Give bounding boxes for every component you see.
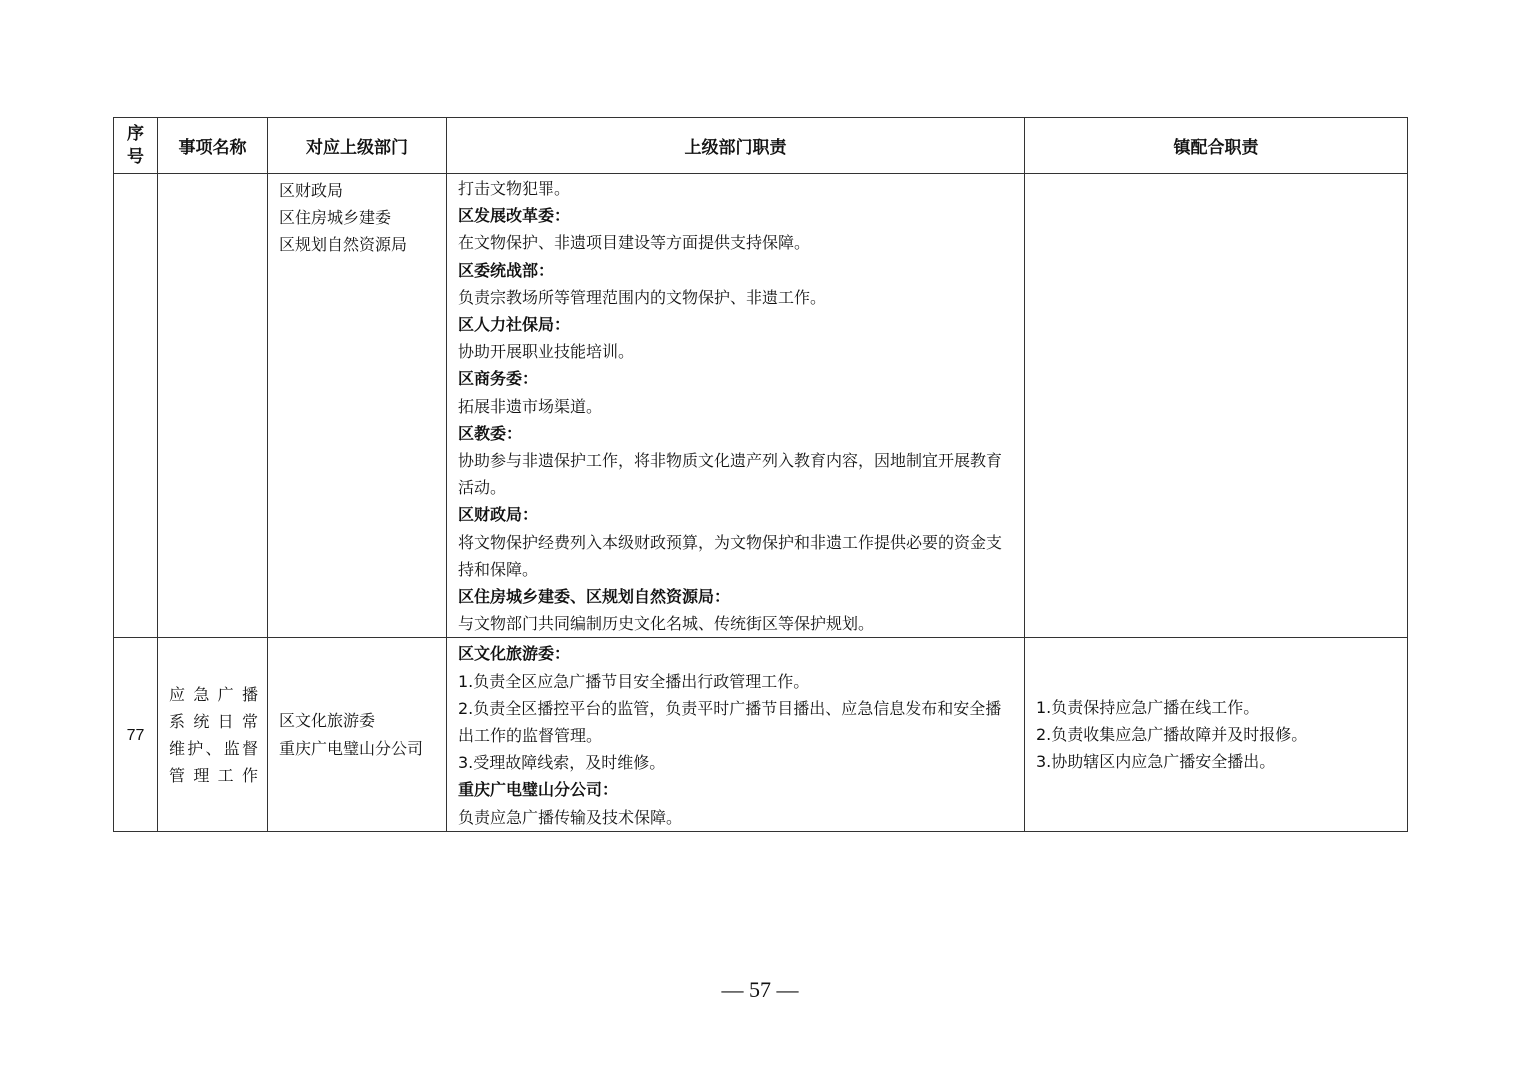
duty-text: 打击文物犯罪。 (458, 179, 571, 198)
header-seq-label: 序号 (127, 123, 144, 167)
duty-text: 协助参与非遗保护工作，将非物质文化遗产列入教育内容，因地制宜开展教育活动。 (458, 451, 1003, 498)
town-duties-cell (1025, 174, 1408, 638)
duties-cell (447, 174, 1025, 638)
departments-cell (268, 638, 447, 831)
page-number: — 57 — (721, 977, 799, 1002)
header-item: 事项名称 (158, 118, 268, 174)
town-duties-cell (1025, 638, 1408, 831)
duty-text: 在文物保护、非遗项目建设等方面提供支持保障。 (458, 233, 811, 253)
item-name-line: 系统日常 (169, 711, 258, 731)
duties-cell (447, 638, 1025, 831)
duty-dept-heading: 区财政局： (458, 505, 539, 525)
duty-text: 与文物部门共同编制历史文化名城、传统街区等保护规划。 (458, 614, 875, 634)
seq-cell (114, 638, 158, 831)
item-name-line: 应急广播 (169, 684, 258, 704)
town-duty-text: 1.负责保持应急广播在线工作。 (1036, 697, 1260, 717)
departments-cell (268, 174, 447, 638)
town-duty-text: 3.协助辖区内应急广播安全播出。 (1036, 752, 1276, 772)
table-row (114, 638, 1408, 831)
duty-dept-heading: 区商务委： (458, 369, 539, 389)
department-name: 区财政局 (279, 181, 344, 200)
item-name-line: 管理工作 (169, 765, 258, 785)
duty-dept-heading: 重庆广电璧山分公司： (458, 780, 619, 800)
department-name: 重庆广电璧山分公司 (279, 738, 424, 758)
duty-dept-heading: 区教委： (458, 423, 523, 443)
duty-text: 拓展非遗市场渠道。 (458, 396, 603, 416)
duty-text: 将文物保护经费列入本级财政预算，为文物保护和非遗工作提供必要的资金支持和保障。 (458, 532, 1003, 579)
header-town-duties: 镇配合职责 (1025, 118, 1408, 174)
duty-dept-heading: 区发展改革委： (458, 206, 571, 226)
department-name: 区住房城乡建委 (279, 208, 392, 228)
duty-table (113, 117, 1408, 832)
duty-dept-heading: 区文化旅游委： (458, 644, 571, 664)
duty-dept-heading: 区人力社保局： (458, 315, 571, 335)
item-name-line: 维护、监督 (169, 738, 258, 758)
header-duties: 上级部门职责 (447, 118, 1025, 174)
duty-dept-heading: 区住房城乡建委、区规划自然资源局： (458, 587, 731, 607)
duty-dept-heading: 区委统战部： (458, 260, 555, 280)
header-row (114, 118, 1408, 174)
seq-value: 77 (126, 726, 145, 744)
duty-text: 协助开展职业技能培训。 (458, 342, 635, 362)
duty-text: 1.负责全区应急广播节目安全播出行政管理工作。 (458, 671, 810, 691)
duty-text: 3.受理故障线索，及时维修。 (458, 753, 666, 773)
duty-text: 2.负责全区播控平台的监管，负责平时广播节目播出、应急信息发布和安全播出工作的监督管理。 (458, 698, 1002, 746)
header-seq (114, 118, 158, 174)
department-name: 区文化旅游委 (279, 711, 376, 731)
duty-text: 负责宗教场所等管理范围内的文物保护、非遗工作。 (458, 287, 827, 307)
item-cell (158, 638, 268, 831)
department-name: 区规划自然资源局 (279, 235, 408, 255)
table-row (114, 174, 1408, 638)
header-departments: 对应上级部门 (268, 118, 447, 174)
town-duty-text: 2.负责收集应急广播故障并及时报修。 (1036, 725, 1308, 745)
duty-text: 负责应急广播传输及技术保障。 (458, 807, 683, 827)
seq-cell (114, 174, 158, 638)
item-cell (158, 174, 268, 638)
